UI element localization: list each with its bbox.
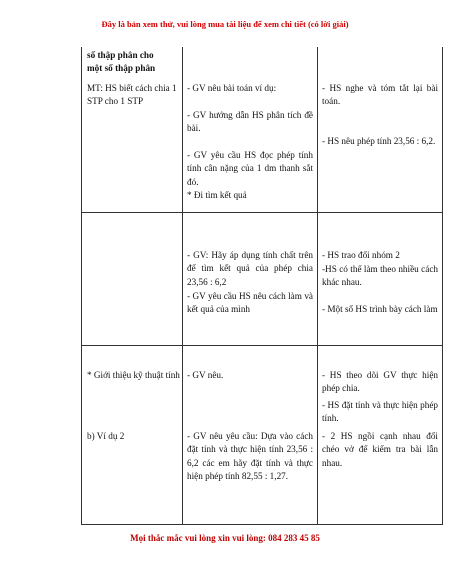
student-activity-3: - HS trao đổi nhóm 2: [322, 250, 400, 260]
teacher-activity-1: - GV nêu bài toán ví dụ:: [187, 83, 277, 93]
column-divider-1: [182, 47, 183, 525]
teacher-activity-8: - GV nêu yêu cầu: Dựa vào cách đặt tính và thực hiện tính 23,56 : 6,2 các em hãy đặt tính và thực hiện phép tính 82,55 : 1,27.: [187, 431, 313, 482]
student-activity-1: - HS nghe và tóm tắt lại bài toán.: [322, 83, 438, 107]
student-activity-8: - 2 HS ngồi cạnh nhau đổi chéo vở để kiểm tra bài lẫn nhau.: [322, 431, 438, 468]
teacher-activity-2: - GV hướng dẫn HS phân tích đề bài.: [187, 110, 313, 134]
row-divider-1: [81, 212, 443, 213]
preview-notice: Đây là bản xem thử, vui lòng mua tài liệu để xem chi tiết (có lời giải): [101, 19, 349, 29]
example-2-heading: b) Ví dụ 2: [87, 431, 125, 441]
row-divider-2: [81, 345, 443, 346]
objective-text: MT: HS biết cách chia 1 STP cho 1 STP: [87, 83, 177, 107]
teacher-activity-4: * Đi tìm kết quả: [187, 190, 247, 200]
student-activity-7: - HS đặt tính và thực hiện phép tính.: [322, 400, 438, 424]
section-title: số thập phân cho một số thập phân: [87, 50, 156, 74]
table-border-right: [442, 47, 443, 525]
teacher-activity-7: - GV nêu.: [187, 370, 224, 380]
table-border-bottom: [81, 524, 443, 525]
teacher-activity-5: - GV: Hãy áp dụng tính chất trên để tìm kết quả của phép chia 23,56 : 6,2: [187, 250, 313, 287]
teacher-activity-6: - GV yêu cầu HS nêu cách làm và kết quả của mình: [187, 291, 313, 315]
contact-notice: Mọi thắc mắc vui lòng xin vui lòng: 084 283 45 85: [130, 533, 320, 543]
student-activity-5: - Một số HS trình bày cách làm: [322, 304, 438, 314]
teacher-activity-3: - GV yêu cầu HS đọc phép tính tính cân nặng của 1 dm thanh sắt đó.: [187, 150, 313, 187]
technique-heading: * Giới thiệu kỹ thuật tính: [87, 370, 180, 380]
lesson-plan-table: [81, 47, 443, 525]
student-activity-4: -HS có thể làm theo nhiều cách khác nhau.: [322, 264, 438, 288]
student-activity-6: - HS theo dõi GV thực hiện phép chia.: [322, 370, 438, 394]
student-activity-2: - HS nêu phép tính 23,56 : 6,2.: [322, 136, 436, 146]
column-divider-2: [317, 47, 318, 525]
table-border-left: [81, 47, 82, 525]
